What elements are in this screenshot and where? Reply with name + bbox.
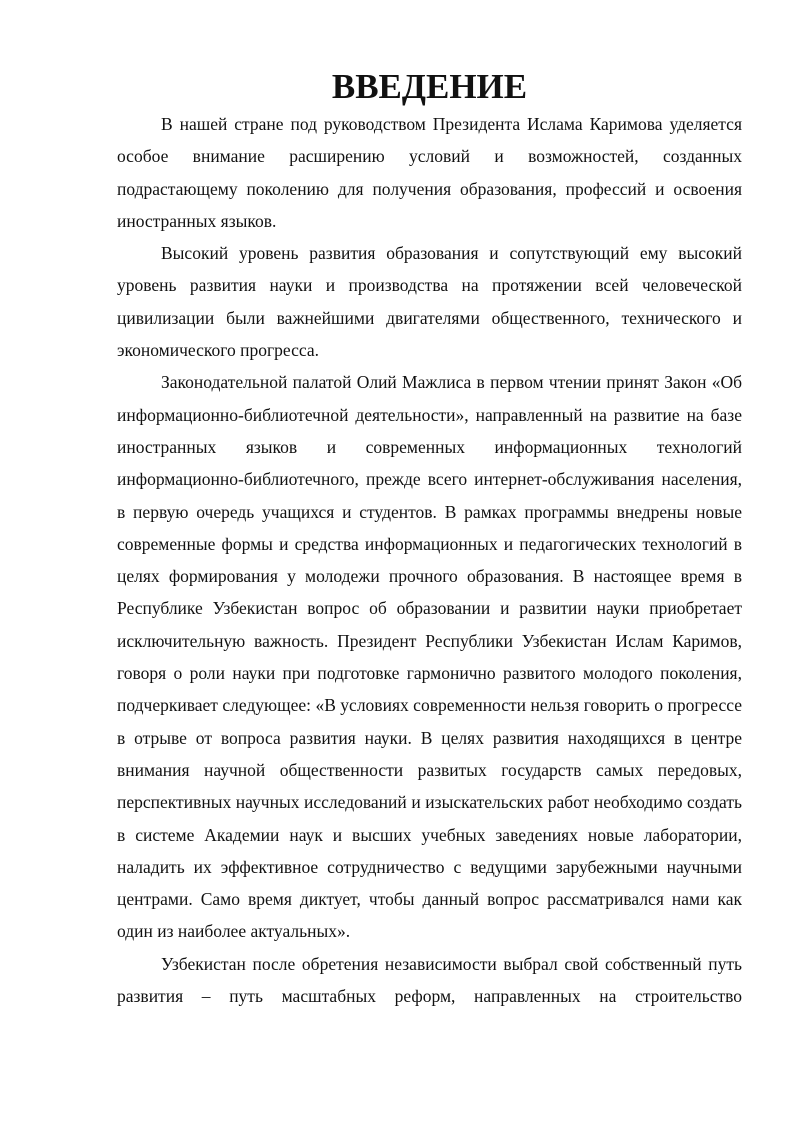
paragraph-1: В нашей стране под руководством Президента Ислама Каримова уделяется особое внимание расширению условий и возможностей, созданных подрастающему поколению для получения образования, профессий и освоения иностранных языков.: [117, 114, 742, 231]
document-body: [117, 67, 742, 1012]
paragraph-4: Узбекистан после обретения независимости выбрал свой собственный путь развития – путь масштабных реформ, направленных на строительство: [117, 953, 742, 1007]
page-title: ВВЕДЕНИЕ: [331, 67, 528, 106]
paragraph-3: Законодательной палатой Олий Мажлиса в первом чтении принят Закон «Об информационно-библиотечной деятельности», направленный на развитие на базе иностранных языков и современных информационных технологий информационно-библиотечного, прежде всего интернет-обслуживания населения, в первую очередь учащихся и студентов. В рамках программы внедрены новые современные формы и средства информационных и педагогических технологий в целях формирования у молодежи прочного образования. В настоящее время в Республике Узбекистан вопрос об образовании и развитии науки приобретает исключительную важность. Президент Республики Узбекистан Ислам Каримов, говоря о роли науки при подготовке гармонично развитого молодого поколения, подчеркивает следующее: «В условиях современности нельзя говорить о прогрессе в отрыве от вопроса развития науки. В целях развития находящихся в центре внимания научной общественности развитых государств самых передовых, перспективных научных исследований и изыскательских работ необходимо создать в системе Академии наук и высших учебных заведениях новые лаборатории, наладить их эффективное сотрудничество с ведущими зарубежными научными центрами. Само время диктует, чтобы данный вопрос рассматривался нами как один из наиболее актуальных».: [117, 372, 742, 942]
paragraph-2: Высокий уровень развития образования и сопутствующий ему высокий уровень развития науки и производства на протяжении всей человеческой цивилизации были важнейшими двигателями общественного, технического и экономического прогресса.: [117, 243, 742, 361]
